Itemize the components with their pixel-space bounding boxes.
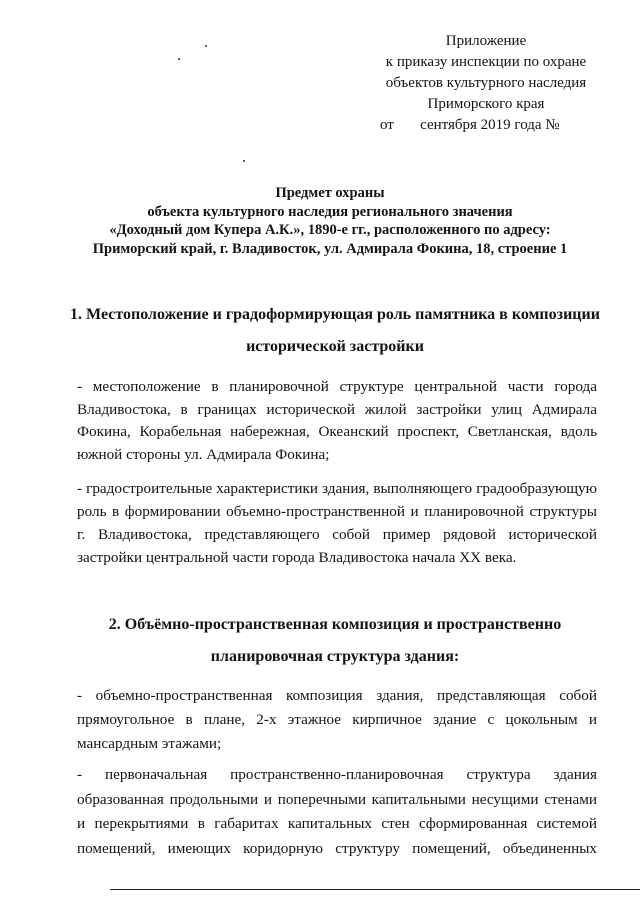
title-line-4: Приморский край, г. Владивосток, ул. Адмирала Фокина, 18, строение 1: [92, 240, 568, 257]
annex-inspection-name: объектов культурного наследия: [385, 75, 587, 91]
scan-speck: [178, 58, 180, 60]
section-1-heading: [70, 299, 600, 363]
section-1-heading-line-2: исторической застройки: [246, 338, 424, 355]
section-1-paragraph-location: - местоположение в планировочной структуре центральной части города Владивостока, в границах исторической жилой застройки улиц Адмирала Фокина, Корабельная набережная, Океанский проспект, Светланская, вдоль южной стороны ул. Адмирала Фокина;: [77, 378, 597, 463]
section-2-heading-line-1: 2. Объёмно-пространственная композиция и пространственно: [108, 616, 562, 633]
annex-order-ref: к приказу инспекции по охране: [385, 54, 587, 70]
annex-header: [368, 31, 604, 136]
title-line-3: «Доходный дом Купера А.К.», 1890-е гг., расположенного по адресу:: [109, 222, 551, 238]
section-1-paragraph-urban-characteristics: - градостроительные характеристики здания, выполняющего градообразующую роль в формировании объемно-пространственной и планировочной структуры г. Владивостока, представляющего собой пример рядовой исторической застройки центральной части города Владивостока начала XX века.: [77, 480, 597, 566]
title-line-2: объекта культурного наследия регионального значения: [147, 203, 513, 220]
scan-speck: [243, 160, 245, 162]
annex-region: Приморского края: [427, 96, 545, 112]
section-2-heading: [70, 609, 600, 673]
scan-edge-line: [110, 889, 640, 890]
section-2-paragraph-composition: - объемно-пространственная композиция здания, представляющая собой прямоугольное в плане, 2-х этажное кирпичное здание с цокольным и мансардным этажами;: [77, 687, 597, 752]
annex-title: Приложение: [445, 33, 527, 49]
section-2-paragraph-planning-structure: - первоначальная пространственно-планировочная структура здания образованная продольными и поперечными капитальными несущими стенами и перекрытиями в габаритах капитальных стен сформированная системой помещений, имеющих коридорную структуру помещений, объединенных: [77, 766, 597, 857]
scan-speck: [205, 45, 207, 47]
section-1-heading-line-1: 1. Местоположение и градоформирующая роль памятника в композиции: [70, 306, 600, 323]
document-title: [60, 184, 600, 258]
annex-date: от сентября 2019 года №: [380, 117, 560, 133]
section-2-heading-line-2: планировочная структура здания:: [210, 648, 460, 665]
title-line-1: Предмет охраны: [275, 185, 385, 201]
